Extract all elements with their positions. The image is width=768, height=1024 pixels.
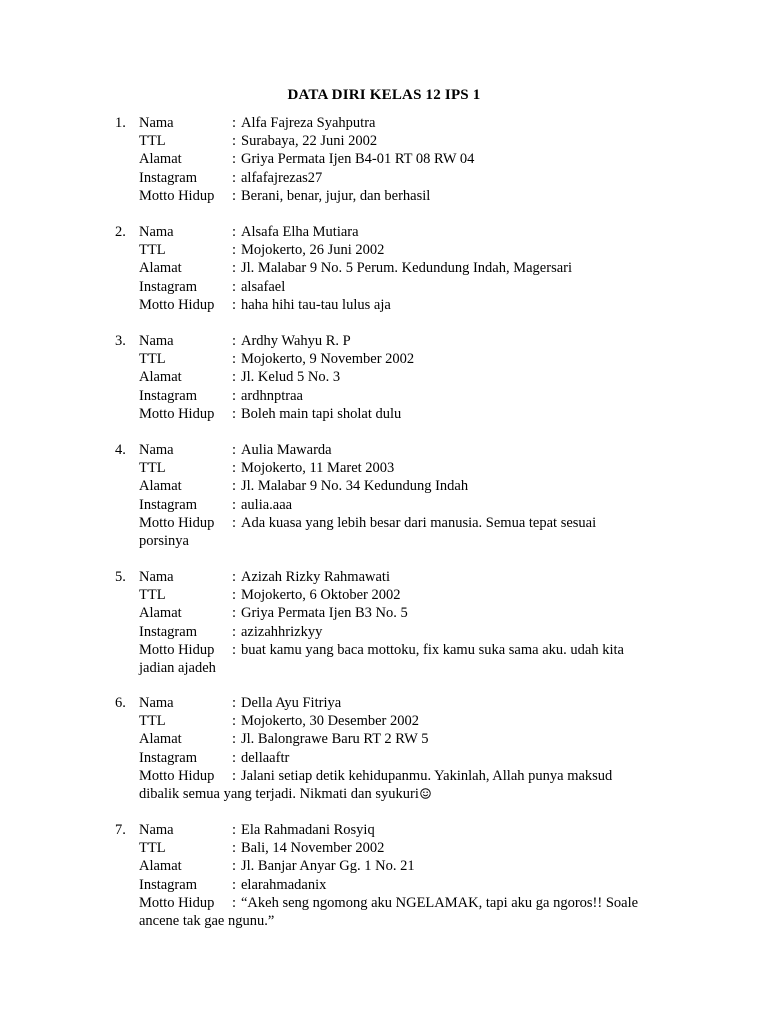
name-row <box>115 114 675 132</box>
colon: : <box>232 641 237 658</box>
instagram-value: dellaaftr <box>241 749 290 766</box>
entry-2 <box>115 223 675 314</box>
name-row <box>115 441 675 459</box>
entry-number: 7. <box>115 822 126 838</box>
motto-value: Berani, benar, jujur, dan berhasil <box>241 187 431 204</box>
name-value: Alfa Fajreza Syahputra <box>241 115 376 131</box>
ttl-label: TTL <box>139 460 166 477</box>
name-value: Della Ayu Fitriya <box>241 695 342 711</box>
motto-continuation: jadian ajadeh <box>139 659 216 676</box>
motto-label: Motto Hidup <box>139 767 215 784</box>
colon: : <box>232 569 237 585</box>
address-label: Alamat <box>139 731 182 748</box>
colon: : <box>232 224 237 240</box>
motto-value: buat kamu yang baca mottoku, fix kamu suka sama aku. udah kita <box>241 641 624 658</box>
colon: : <box>232 876 237 893</box>
instagram-label: Instagram <box>139 496 197 513</box>
entry-number: 2. <box>115 224 126 240</box>
motto-row <box>115 187 675 205</box>
instagram-label: Instagram <box>139 278 197 295</box>
entry-number: 6. <box>115 695 126 711</box>
motto-value: Jalani setiap detik kehidupanmu. Yakinlah, Allah punya maksud <box>241 767 613 784</box>
colon: : <box>232 822 237 838</box>
colon: : <box>232 187 237 204</box>
address-label: Alamat <box>139 260 182 277</box>
address-row <box>115 477 675 495</box>
entry-number: 5. <box>115 569 126 585</box>
name-value: Aulia Mawarda <box>241 442 332 458</box>
address-label: Alamat <box>139 151 182 168</box>
colon: : <box>232 894 237 911</box>
motto-value: haha hihi tau-tau lulus aja <box>241 296 391 313</box>
colon: : <box>232 115 237 131</box>
colon: : <box>232 242 237 259</box>
instagram-row <box>115 749 675 767</box>
instagram-value: ardhnptraa <box>241 387 303 404</box>
instagram-label: Instagram <box>139 749 197 766</box>
colon: : <box>232 695 237 711</box>
motto-row <box>115 767 675 785</box>
name-row <box>115 694 675 712</box>
address-value: Griya Permata Ijen B4-01 RT 08 RW 04 <box>241 151 475 168</box>
ttl-row <box>115 241 675 259</box>
instagram-row <box>115 278 675 296</box>
colon: : <box>232 133 237 150</box>
colon: : <box>232 587 237 604</box>
instagram-label: Instagram <box>139 169 197 186</box>
address-row <box>115 368 675 386</box>
ttl-row <box>115 586 675 604</box>
address-label: Alamat <box>139 478 182 495</box>
colon: : <box>232 496 237 513</box>
ttl-label: TTL <box>139 133 166 150</box>
instagram-row <box>115 496 675 514</box>
instagram-row <box>115 169 675 187</box>
colon: : <box>232 278 237 295</box>
ttl-row <box>115 132 675 150</box>
instagram-value: alsafael <box>241 278 286 295</box>
motto-continuation: porsinya <box>139 532 189 549</box>
colon: : <box>232 514 237 531</box>
motto-continuation: ancene tak gae ngunu.” <box>139 912 275 929</box>
colon: : <box>232 405 237 422</box>
address-row <box>115 259 675 277</box>
ttl-value: Mojokerto, 26 Juni 2002 <box>241 242 385 259</box>
colon: : <box>232 460 237 477</box>
motto-label: Motto Hidup <box>139 296 215 313</box>
colon: : <box>232 713 237 730</box>
motto-row <box>115 641 675 659</box>
ttl-row <box>115 712 675 730</box>
address-value: Jl. Banjar Anyar Gg. 1 No. 21 <box>241 858 415 875</box>
address-label: Alamat <box>139 369 182 386</box>
document-title: DATA DIRI KELAS 12 IPS 1 <box>287 87 481 103</box>
colon: : <box>232 478 237 495</box>
entry-number: 3. <box>115 333 126 349</box>
colon: : <box>232 151 237 168</box>
motto-continuation <box>115 785 675 803</box>
name-label: Nama <box>139 115 174 131</box>
motto-value: Boleh main tapi sholat dulu <box>241 405 402 422</box>
entry-4 <box>115 441 675 550</box>
ttl-row <box>115 350 675 368</box>
name-value: Azizah Rizky Rahmawati <box>241 569 390 585</box>
name-row <box>115 223 675 241</box>
name-label: Nama <box>139 569 174 585</box>
name-value: Alsafa Elha Mutiara <box>241 224 359 240</box>
instagram-value: alfafajrezas27 <box>241 169 323 186</box>
address-row <box>115 730 675 748</box>
name-label: Nama <box>139 224 174 240</box>
motto-row <box>115 514 675 532</box>
motto-value: Ada kuasa yang lebih besar dari manusia. Semua tepat sesuai <box>241 514 597 531</box>
entry-number: 4. <box>115 442 126 458</box>
name-label: Nama <box>139 442 174 458</box>
ttl-row <box>115 839 675 857</box>
ttl-value: Mojokerto, 11 Maret 2003 <box>241 460 395 477</box>
motto-label: Motto Hidup <box>139 187 215 204</box>
entry-number: 1. <box>115 115 126 131</box>
address-row <box>115 604 675 622</box>
ttl-value: Mojokerto, 30 Desember 2002 <box>241 713 419 730</box>
motto-row <box>115 296 675 314</box>
name-value: Ela Rahmadani Rosyiq <box>241 822 375 838</box>
name-label: Nama <box>139 695 174 711</box>
ttl-label: TTL <box>139 242 166 259</box>
name-row <box>115 332 675 350</box>
colon: : <box>232 333 237 349</box>
colon: : <box>232 840 237 857</box>
entry-7 <box>115 821 675 930</box>
colon: : <box>232 351 237 368</box>
motto-continuation-text: dibalik semua yang terjadi. Nikmati dan syukuri <box>139 785 419 802</box>
name-label: Nama <box>139 333 174 349</box>
colon: : <box>232 623 237 640</box>
motto-label: Motto Hidup <box>139 641 215 658</box>
entry-6 <box>115 694 675 803</box>
colon: : <box>232 858 237 875</box>
entry-3 <box>115 332 675 423</box>
smiley-icon <box>420 788 431 799</box>
colon: : <box>232 296 237 313</box>
ttl-value: Mojokerto, 9 November 2002 <box>241 351 415 368</box>
colon: : <box>232 169 237 186</box>
instagram-value: elarahmadanix <box>241 876 327 893</box>
ttl-label: TTL <box>139 351 166 368</box>
address-row <box>115 857 675 875</box>
instagram-row <box>115 623 675 641</box>
name-row <box>115 821 675 839</box>
colon: : <box>232 731 237 748</box>
entry-1 <box>115 114 675 205</box>
name-label: Nama <box>139 822 174 838</box>
address-value: Jl. Malabar 9 No. 34 Kedundung Indah <box>241 478 469 495</box>
colon: : <box>232 442 237 458</box>
motto-row <box>115 405 675 423</box>
instagram-row <box>115 387 675 405</box>
instagram-label: Instagram <box>139 876 197 893</box>
colon: : <box>232 387 237 404</box>
address-label: Alamat <box>139 858 182 875</box>
colon: : <box>232 767 237 784</box>
ttl-row <box>115 459 675 477</box>
ttl-value: Bali, 14 November 2002 <box>241 840 385 857</box>
ttl-label: TTL <box>139 713 166 730</box>
instagram-value: azizahhrizkyy <box>241 623 323 640</box>
name-row <box>115 568 675 586</box>
address-value: Jl. Balongrawe Baru RT 2 RW 5 <box>241 731 429 748</box>
address-value: Jl. Kelud 5 No. 3 <box>241 369 341 386</box>
motto-label: Motto Hidup <box>139 514 215 531</box>
instagram-label: Instagram <box>139 623 197 640</box>
colon: : <box>232 749 237 766</box>
address-label: Alamat <box>139 605 182 622</box>
motto-value: “Akeh seng ngomong aku NGELAMAK, tapi aku ga ngoros!! Soale <box>241 894 639 911</box>
entry-5 <box>115 568 675 677</box>
motto-label: Motto Hidup <box>139 894 215 911</box>
instagram-row <box>115 876 675 894</box>
colon: : <box>232 369 237 386</box>
colon: : <box>232 260 237 277</box>
address-value: Jl. Malabar 9 No. 5 Perum. Kedundung Indah, Magersari <box>241 260 573 277</box>
instagram-value: aulia.aaa <box>241 496 293 513</box>
name-value: Ardhy Wahyu R. P <box>241 333 351 349</box>
ttl-label: TTL <box>139 587 166 604</box>
ttl-label: TTL <box>139 840 166 857</box>
instagram-label: Instagram <box>139 387 197 404</box>
ttl-value: Mojokerto, 6 Oktober 2002 <box>241 587 401 604</box>
colon: : <box>232 605 237 622</box>
address-value: Griya Permata Ijen B3 No. 5 <box>241 605 408 622</box>
ttl-value: Surabaya, 22 Juni 2002 <box>241 133 378 150</box>
address-row <box>115 150 675 168</box>
motto-label: Motto Hidup <box>139 405 215 422</box>
motto-row <box>115 894 675 912</box>
